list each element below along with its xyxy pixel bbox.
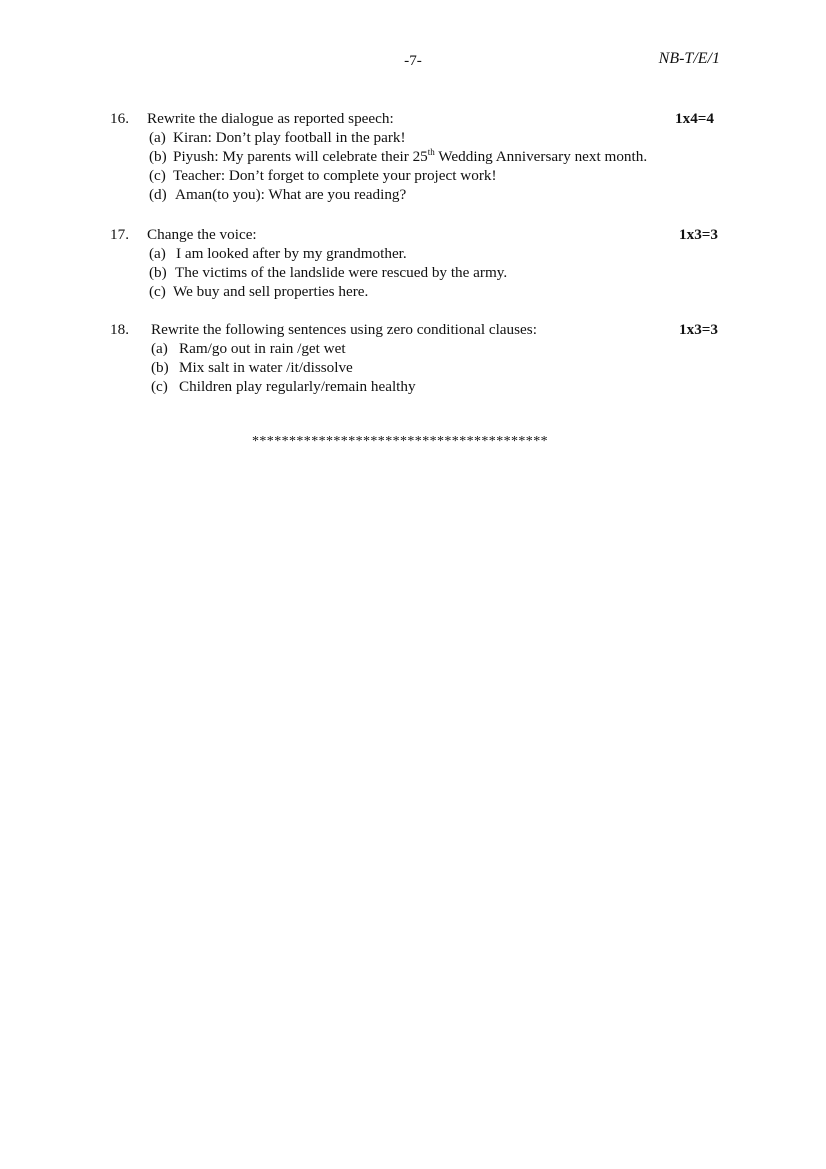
sub-item-label: (a) — [151, 340, 168, 357]
sub-item-label: (d) — [149, 186, 167, 203]
sub-item-text: Children play regularly/remain healthy — [179, 378, 416, 395]
question-number: 18. — [110, 321, 129, 338]
sub-item-label: (a) — [149, 245, 166, 262]
sub-item-text-after: Wedding Anniversary next month. — [434, 148, 648, 165]
page-number: -7- — [404, 52, 422, 69]
ordinal-superscript: th — [427, 146, 435, 157]
question-marks: 1x4=4 — [675, 110, 715, 127]
sub-item-text: Teacher: Don’t forget to complete your project work! — [173, 167, 497, 184]
question-prompt: Rewrite the following sentences using zero conditional clauses: — [151, 321, 537, 338]
end-marker: **************************************** — [252, 434, 548, 449]
sub-item-label: (b) — [149, 264, 167, 281]
sub-item-text: We buy and sell properties here. — [173, 283, 369, 300]
sub-item-text: Mix salt in water /it/dissolve — [179, 359, 353, 376]
question-marks: 1x3=3 — [679, 321, 719, 338]
question-prompt: Change the voice: — [147, 226, 257, 243]
question-number: 17. — [110, 226, 129, 243]
sub-item-label: (a) — [149, 129, 166, 146]
question-prompt: Rewrite the dialogue as reported speech: — [147, 110, 394, 127]
question-marks: 1x3=3 — [679, 226, 719, 243]
sub-item-text: I am looked after by my grandmother. — [176, 245, 407, 262]
sub-item-text: Ram/go out in rain /get wet — [179, 340, 346, 357]
sub-item-text: The victims of the landslide were rescued by the army. — [175, 264, 508, 281]
sub-item-label: (b) — [151, 359, 169, 376]
sub-item-label: (c) — [151, 378, 168, 395]
sub-item-text: Kiran: Don’t play football in the park! — [173, 129, 406, 146]
question-number: 16. — [110, 110, 129, 127]
sub-item-label: (b) — [149, 148, 167, 165]
sub-item-label: (c) — [149, 167, 166, 184]
doc-code: NB-T/E/1 — [658, 50, 720, 67]
sub-item-text-before: Piyush: My parents will celebrate their 25 — [173, 148, 428, 165]
sub-item-text: Aman(to you): What are you reading? — [175, 186, 407, 203]
sub-item-label: (c) — [149, 283, 166, 300]
sub-item-text — [173, 148, 647, 166]
